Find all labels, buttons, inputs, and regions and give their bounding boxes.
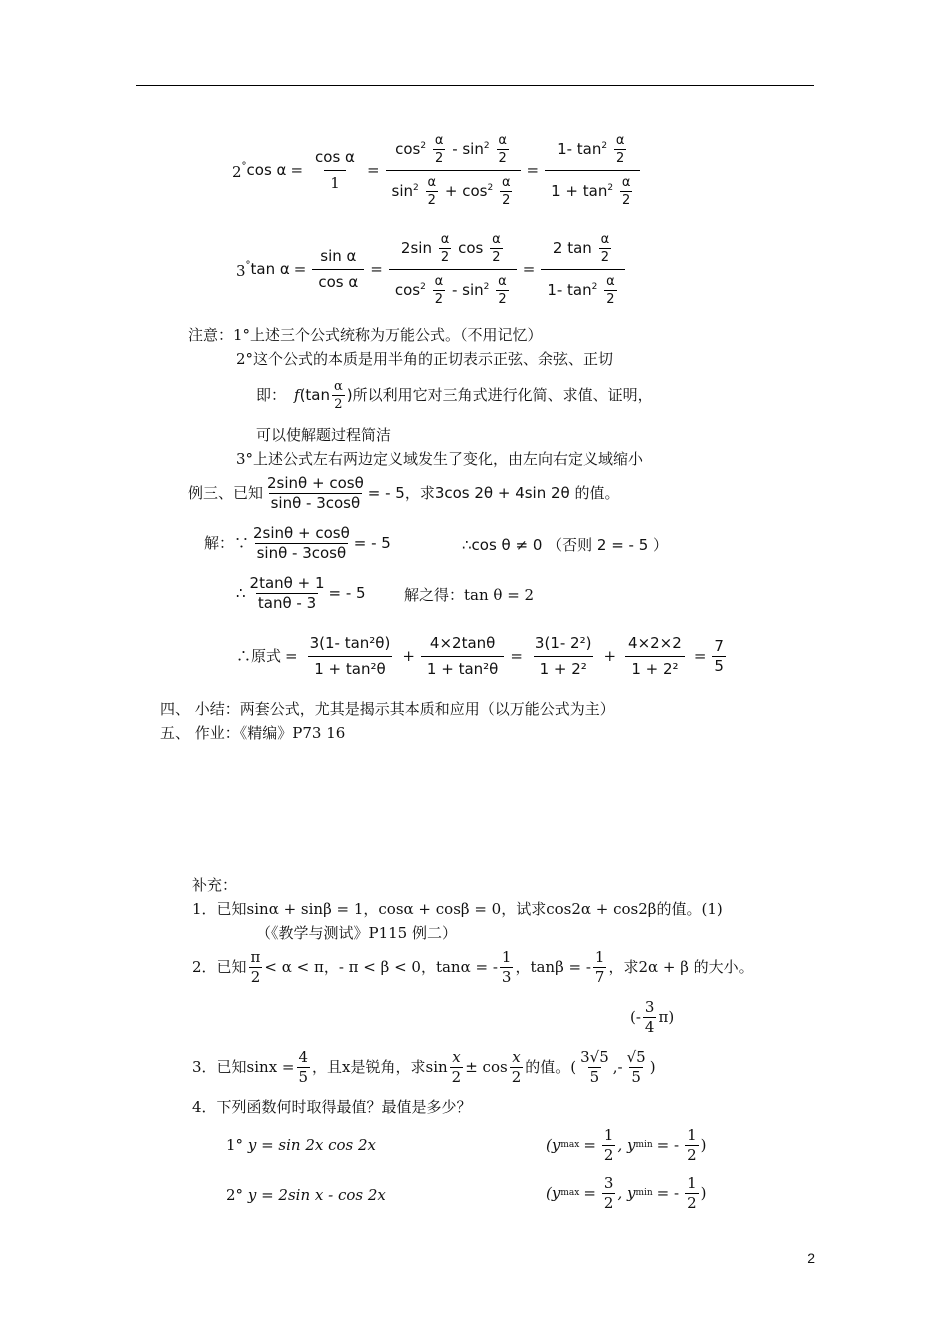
solution-den: sinθ - 3cosθ [256, 544, 347, 562]
q2-answer-num: 3 [644, 998, 655, 1016]
step3-t3-den: 1 + 2² [534, 656, 593, 677]
supplement-title: 补充： [192, 876, 238, 894]
step3-t3-num: 3(1- 2²) [534, 634, 592, 652]
note-2-prefix: 即： [256, 386, 287, 404]
example-3-prefix: 例三、已知 [188, 484, 264, 502]
example-3-suffix: ，求3cos 2θ + 4sin 2θ 的值。 [404, 484, 620, 502]
step3-t1-den: 1 + tan²θ [308, 656, 391, 677]
q3-ans2-den: 5 [631, 1068, 641, 1086]
solution-eq: = - 5 [353, 534, 391, 552]
step2-eq: = - 5 [328, 584, 366, 602]
note-1: 注意：1°上述三个公式统称为万能公式。（不用记忆） [188, 326, 543, 344]
page-number: 2 [807, 1250, 815, 1266]
solution-line-2 [236, 576, 366, 611]
q2-answer-open: (- [630, 1008, 641, 1026]
q3-ans1-num: 3√5 [580, 1048, 609, 1066]
q4-1-func: y = sin 2x cos 2x [247, 1136, 377, 1154]
q2-answer-den: 4 [644, 1018, 655, 1036]
example-3-eq: = - 5 [367, 484, 405, 502]
q3-ans1-den: 5 [589, 1068, 600, 1086]
q2-mid2: ，tanβ = - [515, 958, 591, 976]
note-2: 2°这个公式的本质是用半角的正切表示正弦、余弦、正切 [236, 350, 614, 368]
formula-2-cos: 2° cos α = $\frac{\text{cos α}}{1}$ = $\cos^2$ $\frac{\alpha}{2}$ - $\sin^2$ $\frac{\alpha}{2}$ $\sin^2$ $\frac{\alpha}{2}$ + $\cos^2$ $\frac{\alpha}{2}$ = 1- $\tan^2$ $\frac{\alpha}{2}$ $1 + \tan^2$ $\frac{\alpha}{2}$ [232, 134, 642, 207]
q2-answer-end: π) [658, 1008, 675, 1026]
q3-ans2-num: √5 [626, 1048, 646, 1066]
note-2-suffix: 所以利用它对三角式进行化简、求值、证明， [352, 386, 653, 404]
note-2-cont: 可以使解题过程简洁 [256, 426, 392, 444]
q4-1-label: 1° [226, 1136, 244, 1154]
q4-1-answer: (y max = $\frac{1}{2}$ , y min = - $\frac{1}{2}$ ) [546, 1126, 707, 1164]
q2-suffix: ，求2α + β 的大小。 [608, 958, 754, 976]
q3-prefix: 3．已知sinx = [192, 1058, 295, 1076]
example-3-den: sinθ - 3cosθ [270, 494, 361, 512]
note-3: 3°上述公式左右两边定义域发生了变化，由左向右定义域缩小 [236, 450, 644, 468]
step3-t2-num: 4×2tanθ [429, 634, 496, 652]
step3-t1-num: 3(1- tan²θ) [309, 634, 391, 652]
solution-line-1 [204, 526, 391, 561]
step3-ans-den: 5 [714, 657, 724, 675]
q3-mid: ，且x是锐角，求sin [312, 1058, 448, 1076]
q4-item-2 [226, 1188, 386, 1203]
step3-t4-den: 1 + 2² [625, 656, 684, 677]
solution-cos: ∴cos θ ≠ 0 （否则 2 = - 5 ） [462, 536, 669, 554]
q4-2-label: 2° [226, 1186, 244, 1204]
q2-answer [630, 1000, 674, 1035]
header-rule [136, 85, 814, 86]
example-3-num: 2sinθ + cosθ [267, 474, 364, 492]
example-3-statement [188, 476, 619, 511]
homework: 五、 作业：《精编》P73 16 [160, 724, 346, 742]
step3-t2-den: 1 + tan²θ [421, 656, 504, 677]
q2-mid1: < α < π，- π < β < 0，tanα = - [264, 958, 498, 976]
step2-den: tanθ - 3 [257, 594, 317, 612]
step2-num: 2tanθ + 1 [249, 574, 325, 592]
solution-num: 2sinθ + cosθ [253, 524, 350, 542]
supplement-q3: 3．已知sinx = $\frac{4}{5}$ ，且x是锐角，求sin $\frac{x}{2}$ ± cos $\frac{x}{2}$ 的值。( $\frac{3√5}{5}$ ,- $\frac{√5}{5}$ ) [192, 1048, 656, 1086]
q4-2-func: y = 2sin x - cos 2x [247, 1186, 386, 1204]
q4-2-answer: (y max = $\frac{3}{2}$ , y min = - $\frac{1}{2}$ ) [546, 1174, 707, 1212]
q4-item-1 [226, 1138, 376, 1153]
supplement-q1: 1．已知sinα + sinβ = 1，cosα + cosβ = 0，试求cos2α + cos2β的值。(1) [192, 900, 723, 918]
supplement-q4: 4．下列函数何时取得最值？最值是多少？ [192, 1098, 472, 1116]
step3-ans-num: 7 [714, 637, 724, 655]
solution-prefix: 解：∵ [204, 534, 250, 552]
q2-prefix: 2．已知 [192, 958, 247, 976]
q3-suffix: 的值。( [525, 1058, 577, 1076]
formula-3-tan: 3° tan α = $\frac{\text{sin α}}{\text{cos α}}$ = 2sin $\frac{\alpha}{2}$ cos $\frac{\alpha}{2}$ $\cos^2$ $\frac{\alpha}{2}$ - $\sin^2$ $\frac{\alpha}{2}$ = 2 tan $\frac{\alpha}{2}$ 1- $\tan^2$ $\frac{\alpha}{2}$ [236, 233, 627, 306]
supplement-q1-ref: （《教学与测试》P115 例二） [256, 924, 457, 942]
step3-t4-num: 4×2×2 [628, 634, 682, 652]
solution-line-3: ∴原式 = $\frac{\text{3(1- tan²θ)}}{\text{1 + tan²θ}}$ + $\frac{4\times 2\tan\theta}{\text{1 + tan²θ}}$ = $\frac{\text{3(1- 2²)}}{\text{1 + 2²}}$ + $\frac{4\times 2\times 2}{\text{1 + 2²}}$ = $\frac{7}{5}$ [236, 634, 724, 678]
step2-prefix: ∴ [236, 584, 246, 602]
step2-result: 解之得：tan θ = 2 [404, 586, 535, 604]
supplement-q2: 2．已知 $\frac{\pi}{2}$ < α < π，- π < β < 0，tanα = - $\frac{1}{3}$ ，tanβ = - $\frac{1}{7}$ ，求2α + β 的大小。 [192, 948, 754, 986]
note-2-line: 即： f (tan $\frac{\alpha}{2}$ ) 所以利用它对三角式进行化简、求值、证明， [256, 379, 653, 412]
step3-prefix: ∴原式 [236, 647, 282, 665]
q4-1-ymax: (y [546, 1136, 561, 1154]
q4-2-ymax: (y [546, 1184, 561, 1202]
summary: 四、 小结：两套公式，尤其是揭示其本质和应用（以万能公式为主） [160, 700, 615, 718]
q3-mid2: ± cos [465, 1058, 508, 1076]
